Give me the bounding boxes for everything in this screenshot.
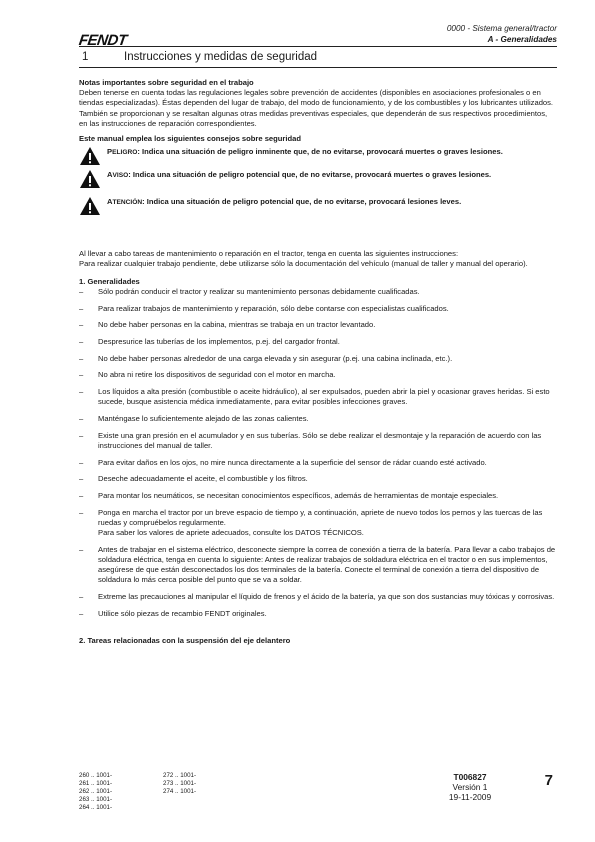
general-heading: 1. Generalidades <box>79 276 140 286</box>
doc-version: Versión 1 <box>452 782 488 793</box>
model-code: 261 .. 1001- <box>79 779 113 787</box>
doc-code: T006827 <box>453 772 487 782</box>
signal-word: TENCIÓN <box>112 199 143 207</box>
list-item: – Utilice sólo piezas de recambio FENDT originales. <box>79 609 557 619</box>
page-content <box>79 78 557 646</box>
list-item: – Para realizar trabajos de mantenimiento y reparación, sólo debe contarse con especialistas cualificados. <box>79 304 557 314</box>
warning-signal <box>79 196 557 216</box>
warning-text <box>107 196 461 208</box>
fendt-logo: FENDT <box>77 32 128 49</box>
signals-heading: Este manual emplea los siguientes consejos sobre seguridad <box>79 134 301 144</box>
page-number: 7 <box>544 772 553 789</box>
section-line-1: 0000 - Sistema general/tractor <box>446 24 557 33</box>
notes-body: Deben tenerse en cuenta todas las regulaciones legales sobre prevención de accidentes (disponibles en asociaciones profesionales o en tiendas especializadas). Éstas dependen del lugar de trabajo, del modo de funcionamiento, y de los combustibles y los lubricantes utilizados. También se proporcionan y se resaltan algunas otras medidas preventivas especiales, que dependerán de sus respectivos procedimientos, en las instrucciones de reparación correspondientes. <box>79 88 554 128</box>
list-item: – Los líquidos a alta presión (combustible o aceite hidráulico), al ser expulsados, pueden abrir la piel y ocasionar graves heridas. Si esto sucede, busque asistencia médica inmediatamente, para evitar posibles infecciones graves. <box>79 387 557 407</box>
signal-description: : Indica una situación de peligro potencial que, de no evitarse, provocará lesiones leves. <box>142 197 462 207</box>
list-item: – Deseche adecuadamente el aceite, el combustible y los filtros. <box>79 474 557 484</box>
signal-description: : Indica una situación de peligro potencial que, de no evitarse, provocará muertes o graves lesiones. <box>128 170 492 180</box>
list-item: – Antes de trabajar en el sistema eléctrico, desconecte siempre la correa de conexión a tierra de la batería. Para llevar a cabo trabajos de soldadura eléctrica, tenga en cuenta lo siguiente: Antes de realizar trabajos de soldadura eléctrica en el tractor o en sus implementos, asegúrese de que están desconectados los dos terminales de la batería. Conecte el terminal de conexión a tierra del dispositivo de soldadura lo más cerca posible del punto que se va a soldar. <box>79 545 557 586</box>
list-item: – No debe haber personas en la cabina, mientras se trabaja en un tractor levantado. <box>79 320 557 330</box>
section-line-2: A - Generalidades <box>487 35 557 44</box>
warning-triangle-icon <box>79 169 101 189</box>
chapter-number: 1 <box>82 51 89 63</box>
list-item: – Para montar los neumáticos, se necesitan conocimientos específicos, además de herramientas de montaje especiales. <box>79 491 557 501</box>
section-header <box>447 23 557 45</box>
model-code: 274 .. 1001- <box>163 787 197 795</box>
chapter-title: Instrucciones y medidas de seguridad <box>124 51 318 63</box>
document-id <box>440 772 500 803</box>
maintenance-heading: Al llevar a cabo tareas de mantenimiento o reparación en el tractor, tenga en cuenta las siguientes instrucciones: <box>79 249 459 259</box>
warning-triangle-icon <box>79 196 101 216</box>
warning-text <box>107 146 503 158</box>
list-item: – Ponga en marcha el tractor por un breve espacio de tiempo y, a continuación, apriete de nuevo todos los pernos y las tuercas de las ruedas y compruébelos regularmente. Para saber los valores de apriete adecuados, consulte los DATOS TÉCNICOS. <box>79 508 557 539</box>
model-code: 263 .. 1001- <box>79 795 113 803</box>
model-code: 262 .. 1001- <box>79 787 113 795</box>
warning-triangle-icon <box>79 146 101 166</box>
signal-word-initial: P <box>107 147 113 157</box>
model-code: 260 .. 1001- <box>79 772 113 779</box>
list-item: – Para evitar daños en los ojos, no mire nunca directamente a la superficie del sensor de rádar cuando esté activado. <box>79 458 557 468</box>
list-item: – Sólo podrán conducir el tractor y realizar su mantenimiento personas debidamente cualificadas. <box>79 287 557 297</box>
list-item: – Despresurice las tuberías de los implementos, p.ej. del cargador frontal. <box>79 337 557 347</box>
list-item: – Extreme las precauciones al manipular el líquido de frenos y el ácido de la batería, ya que son dos sustancias muy tóxicas y corrosivas. <box>79 592 557 602</box>
signal-word: VISO <box>112 172 129 180</box>
notes-heading: Notas importantes sobre seguridad en el trabajo <box>79 78 254 87</box>
warning-signal <box>79 146 557 166</box>
list-item: – No abra ni retire los dispositivos de seguridad con el motor en marcha. <box>79 370 557 380</box>
doc-date: 19-11-2009 <box>448 792 492 803</box>
signal-description: : Indica una situación de peligro inminente que, de no evitarse, provocará muertes o graves lesiones. <box>137 147 503 157</box>
model-code: 273 .. 1001- <box>163 779 197 787</box>
general-list <box>79 287 557 619</box>
signal-word-list <box>79 146 557 216</box>
warning-text <box>107 169 491 181</box>
model-codes <box>79 772 247 812</box>
warning-signal <box>79 169 557 189</box>
maintenance-body: Para realizar cualquier trabajo pendiente, debe utilizarse sólo la documentación del vehículo (manual de taller y manual del operario). <box>79 259 528 269</box>
list-item: – Manténgase lo suficientemente alejado de las zonas calientes. <box>79 414 557 424</box>
list-item: – Existe una gran presión en el acumulador y en sus tuberías. Sólo se debe realizar el desmontaje y la reparación de acuerdo con las instrucciones del manual de taller. <box>79 431 557 451</box>
list-item: – No debe haber personas alrededor de una carga elevada y sin asegurar (p.ej. una cabina inclinada, etc.). <box>79 354 557 364</box>
model-codes-col-2 <box>163 772 247 812</box>
suspension-heading: 2. Tareas relacionadas con la suspensión del eje delantero <box>79 636 291 645</box>
chapter-title-bar <box>79 46 557 68</box>
model-code: 264 .. 1001- <box>79 803 113 811</box>
signal-word-initial: A <box>107 197 113 207</box>
model-code: 272 .. 1001- <box>163 772 197 779</box>
model-codes-col-1 <box>79 772 163 812</box>
signal-word-initial: A <box>107 170 113 180</box>
signal-word: ELIGRO <box>112 149 138 157</box>
